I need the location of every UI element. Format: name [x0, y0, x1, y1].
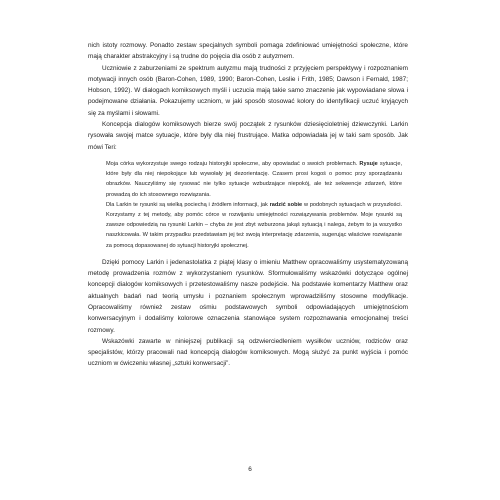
text-column [88, 40, 408, 370]
quote-bold-text: radzić sobie [269, 201, 303, 208]
quote-text: Moja córka wykorzystuje swego rodzaju historyjki społeczne, aby opowiadać o swoich problemach. [106, 160, 360, 167]
paragraph-guidelines: Wskazówki zawarte w niniejszej publikacji są odzwierciedleniem wysiłków uczniów, rodziców oraz specjalistów, którzy pracowali nad koncepcją dialogów komiksowych. Mogą służyć za punkt wyjścia i pomóc uczniom w ćwiczeniu własnej „sztuki konwersacji”. [88, 337, 408, 368]
quote-paragraph-2 [106, 200, 402, 251]
paragraph-origin: Koncepcja dialogów komiksowych bierze swój początek z rysunków dziesięcioletniej dziewczynki. Larkin rysowała swojej matce sytuacje, które były dla niej frustrujące. Matka odpowiadała jej w taki sam sposób. Jak mówi Teri: [88, 121, 408, 151]
quote-text: sytuacje, które były dla niej niepokojące lub wywołały jej dezorientację. Czasem prosi kogoś o pomoc przy sporządzaniu obrazków. Nauczyliśmy się rysować nie tylko sytuacje wzbudzające niepokój, ale też sekwencje zdarzeń, które prowadzą do ich stosownego rozwiązania. [106, 160, 402, 198]
quote-text: Dla Larkin te rysunki są wielką pociechą i źródłem informacji, jak [106, 201, 270, 208]
quote-text: w podobnych sytuacjach w przyszłości. Korzystamy z tej metody, aby pomóc córce w rozwijaniu umiejętności rozwiązywania problemów. Moje rysunki są zawsze odpowiedzią na rysunki Larkin – chyba że jest zbyt wzburzona jakąś sytuacją i nalega, żebym to ja wszystko naszkicowała. W takim przypadku przedstawiam jej też swoją interpretację zdarzenia, sugerując właściwe rozwiązanie za pomocą dopasowanej do sytuacji historyjki społecznej. [106, 201, 402, 249]
block-quote [106, 159, 402, 251]
quote-bold-text: Rysuje [359, 160, 378, 167]
page-number: 6 [248, 466, 252, 473]
paragraph-continuation: nich istoty rozmowy. Ponadto zestaw specjalnych symboli pomaga zdefiniować umiejętności społeczne, które mają charakter abstrakcyjny i są trudne do pojęcia dla osób z autyzmem. [88, 42, 408, 61]
paragraph-perspective: Uczniowie z zaburzeniami ze spektrum autyzmu mają trudności z przyjęciem perspektywy i rozpoznaniem motywacji innych osób (Baron-Cohen, 1989, 1990; Baron-Cohen, Leslie i Frith, 1985; Dawson i Fernald, 1987; Hobson, 1992). W dialogach komiksowych myśli i uczucia mają takie samo znaczenie jak wypowiadane słowa i podejmowane działania. Pokazujemy uczniom, w jaki sposób stosować kolory do identyfikacji uczuć kryjących się za myślami i słowami. [88, 64, 408, 117]
quote-paragraph-1 [106, 159, 402, 200]
paragraph-method: Dzięki pomocy Larkin i jedenastolatka z piątej klasy o imieniu Matthew opracowaliśmy usystematyzowaną metodę prowadzenia rozmów z wykorzystaniem rysunków. Sformułowaliśmy wskazówki dotyczące ogólnej koncepcji dialogów komiksowych i przetestowaliśmy nasze podejście. Na podstawie komentarzy Matthew oraz aktualnych badań nad teorią umysłu i poznaniem społecznym wprowadziliśmy stosowne modyfikacje. Opracowaliśmy również zestaw ośmiu podstawowych symboli odpowiadających umiejętnościom konwersacyjnym i dodaliśmy kolorowe oznaczenia stanowiące system rozpoznawania emocjonalnej treści rozmowy. [88, 258, 408, 334]
